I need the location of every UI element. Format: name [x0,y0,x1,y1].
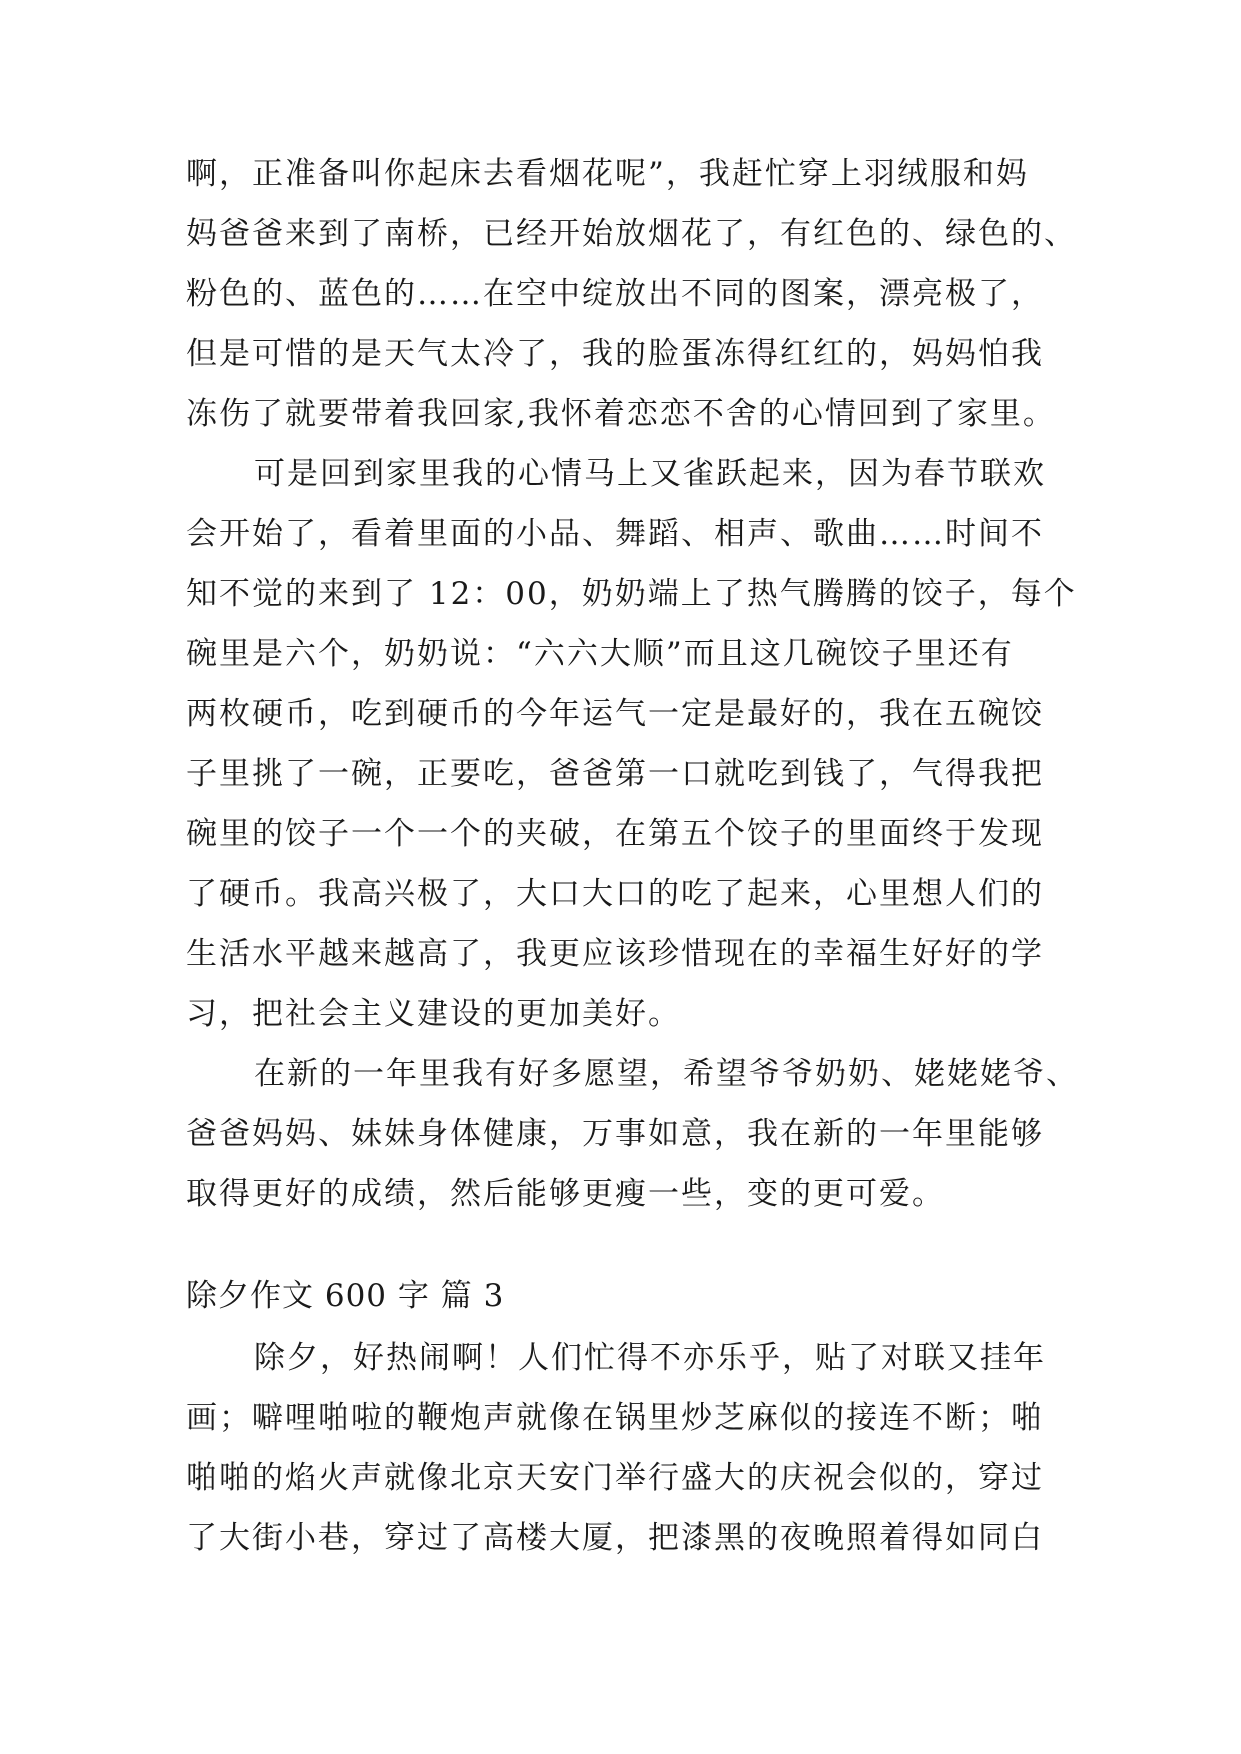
paragraph-line: 在新的一年里我有好多愿望，希望爷爷奶奶、姥姥姥爷、 [254,1056,1079,1092]
paragraph-line: 碗里的饺子一个一个的夹破，在第五个饺子的里面终于发现 [186,816,1044,852]
paragraph-line: 两枚硬币，吃到硬币的今年运气一定是最好的，我在五碗饺 [186,696,1044,732]
paragraph-line: 啊，正准备叫你起床去看烟花呢”，我赶忙穿上羽绒服和妈 [186,156,1029,192]
paragraph-line: 子里挑了一碗，正要吃，爸爸第一口就吃到钱了，气得我把 [186,756,1044,792]
paragraph-line: 但是可惜的是天气太冷了，我的脸蛋冻得红红的，妈妈怕我 [186,336,1044,372]
paragraph-line: 可是回到家里我的心情马上又雀跃起来，因为春节联欢 [254,456,1046,492]
paragraph-line: 粉色的、蓝色的……在空中绽放出不同的图案，漂亮极了， [186,276,1044,312]
paragraph-line: 了大街小巷，穿过了高楼大厦，把漆黑的夜晚照着得如同白 [186,1520,1044,1556]
paragraph-line: 爸爸妈妈、妹妹身体健康，万事如意，我在新的一年里能够 [186,1116,1044,1152]
paragraph-line: 生活水平越来越高了，我更应该珍惜现在的幸福生好好的学 [186,936,1044,972]
paragraph-line: 会开始了，看着里面的小品、舞蹈、相声、歌曲……时间不 [186,516,1044,552]
paragraph-line: 习，把社会主义建设的更加美好。 [186,996,681,1032]
paragraph-line: 知不觉的来到了 12：00，奶奶端上了热气腾腾的饺子，每个 [186,576,1077,612]
paragraph-line: 碗里是六个，奶奶说：“六六大顺”而且这几碗饺子里还有 [186,636,1014,672]
section-heading: 除夕作文 600 字 篇 3 [186,1278,505,1314]
paragraph-line: 妈爸爸来到了南桥，已经开始放烟花了，有红色的、绿色的、 [186,216,1077,252]
paragraph-line: 了硬币。我高兴极了，大口大口的吃了起来，心里想人们的 [186,876,1044,912]
paragraph-line: 取得更好的成绩，然后能够更瘦一些，变的更可爱。 [186,1176,945,1212]
paragraph-line: 画；噼哩啪啦的鞭炮声就像在锅里炒芝麻似的接连不断；啪 [186,1400,1044,1436]
paragraph-line: 冻伤了就要带着我回家,我怀着恋恋不舍的心情回到了家里。 [186,396,1056,432]
paragraph-line: 啪啪的焰火声就像北京天安门举行盛大的庆祝会似的，穿过 [186,1460,1044,1496]
paragraph-line: 除夕，好热闹啊！人们忙得不亦乐乎，贴了对联又挂年 [254,1340,1046,1376]
